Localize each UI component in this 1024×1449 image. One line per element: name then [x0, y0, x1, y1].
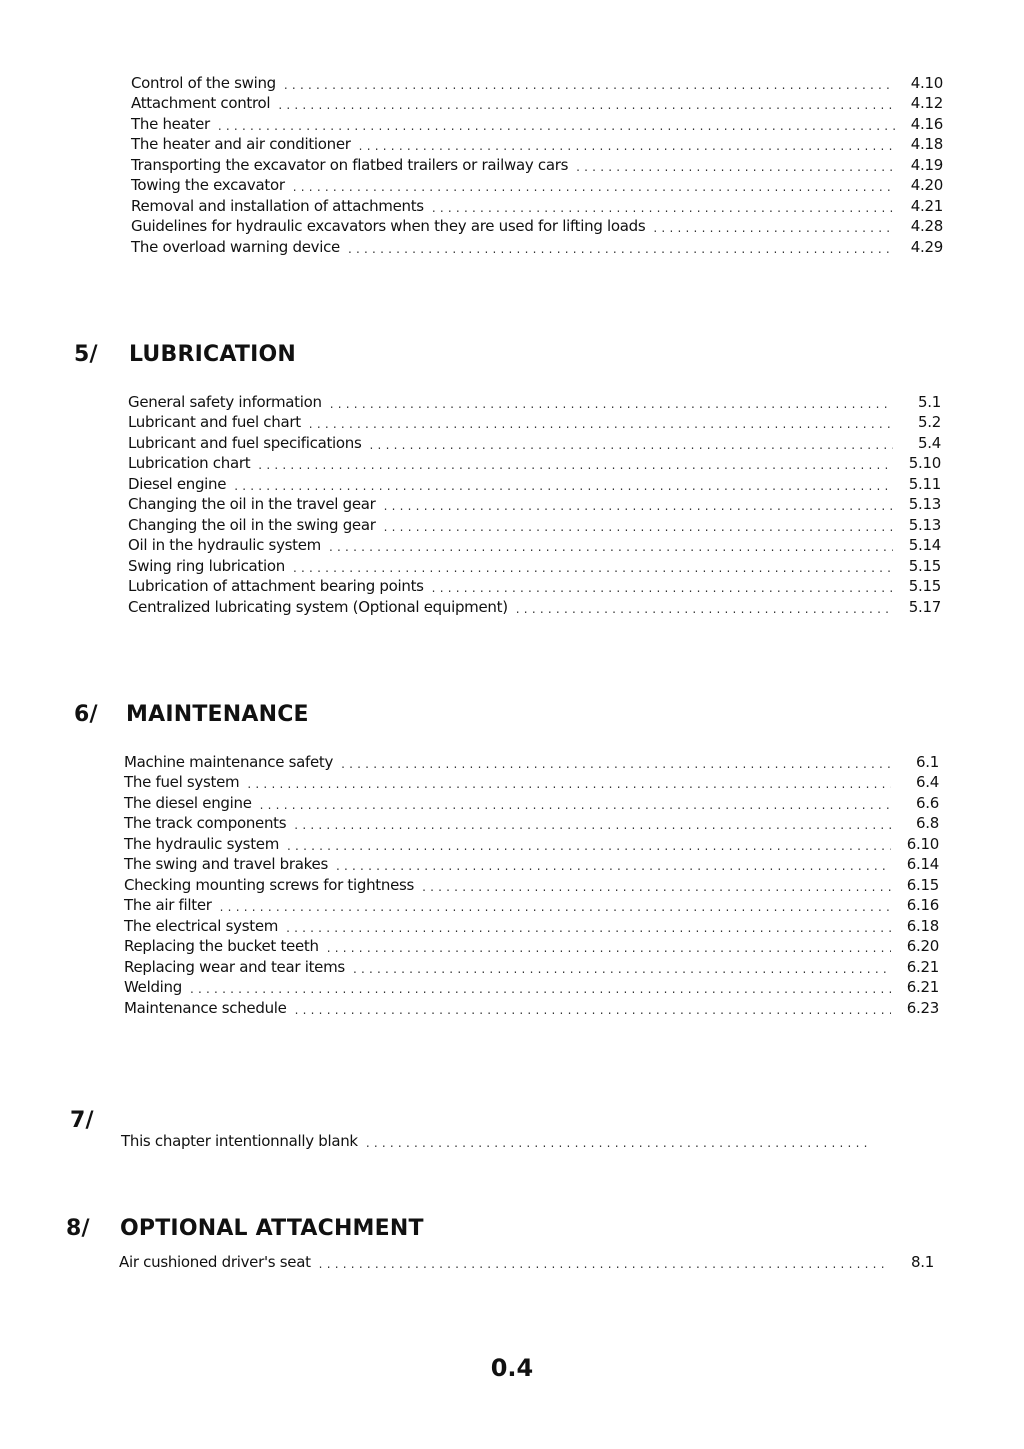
toc-entry — [124, 935, 939, 956]
dot-leader — [370, 434, 893, 452]
dot-leader — [309, 413, 893, 431]
toc-entry-page: 4.19 — [895, 156, 943, 174]
dot-leader — [366, 1132, 871, 1150]
toc-entry-title: The swing and travel brakes — [124, 855, 336, 873]
toc-entry — [128, 534, 941, 555]
toc-entry-page: 5.15 — [893, 577, 941, 595]
toc-entry-page: 6.18 — [891, 917, 939, 935]
toc-entry — [128, 554, 941, 575]
toc-entry-title: Swing ring lubrication — [128, 557, 293, 575]
toc-entry-title: Oil in the hydraulic system — [128, 536, 329, 554]
dot-leader — [190, 978, 891, 996]
toc-entry-title: The heater — [131, 115, 218, 133]
toc-entry — [124, 996, 939, 1017]
toc-entry-title: Towing the excavator — [131, 176, 293, 194]
toc-entry-title: The diesel engine — [124, 794, 260, 812]
toc-entry-title: The fuel system — [124, 773, 247, 791]
toc-entry — [128, 472, 941, 493]
toc-entry-title: Control of the swing — [131, 74, 284, 92]
toc-entry — [124, 750, 939, 771]
toc-entry-title: Lubricant and fuel chart — [128, 413, 309, 431]
dot-leader — [220, 896, 891, 914]
toc-entry-title: General safety information — [128, 393, 330, 411]
dot-leader — [422, 876, 891, 894]
dot-leader — [432, 197, 895, 215]
toc-entry-page: 6.16 — [891, 896, 939, 914]
toc-entry-page: 4.18 — [895, 135, 943, 153]
dot-leader — [218, 115, 895, 133]
dot-leader — [319, 1253, 886, 1271]
toc-entry — [131, 112, 943, 133]
dot-leader — [287, 835, 891, 853]
chapter-title: LUBRICATION — [129, 342, 296, 367]
toc-entry-title: The heater and air conditioner — [131, 135, 359, 153]
toc-entry-page: 6.21 — [891, 978, 939, 996]
footer-page-number: 0.4 — [490, 1354, 534, 1382]
dot-leader — [348, 238, 895, 256]
toc-entry — [131, 215, 943, 236]
dot-leader — [284, 74, 895, 92]
toc-entry-page: 4.29 — [895, 238, 943, 256]
dot-leader — [330, 393, 893, 411]
toc-entry-title: The electrical system — [124, 917, 286, 935]
toc-entry — [128, 431, 941, 452]
toc-entry-page: 4.16 — [895, 115, 943, 133]
dot-leader — [234, 475, 893, 493]
toc-entry — [131, 71, 943, 92]
toc-entry-page: 5.15 — [893, 557, 941, 575]
toc-entry-title: Checking mounting screws for tightness — [124, 876, 422, 894]
toc-entry — [128, 452, 941, 473]
toc-entry — [124, 894, 939, 915]
toc-entry — [128, 411, 941, 432]
toc-entry-title: Replacing wear and tear items — [124, 958, 353, 976]
toc-entry-title: Diesel engine — [128, 475, 234, 493]
toc-entry — [119, 1250, 934, 1271]
toc-entry-page: 6.8 — [891, 814, 939, 832]
toc-entry — [131, 133, 943, 154]
toc-entry-page: 6.23 — [891, 999, 939, 1017]
chapter-number: 8/ — [66, 1216, 90, 1241]
chapter-title: OPTIONAL ATTACHMENT — [120, 1216, 424, 1241]
dot-leader — [384, 516, 893, 534]
toc-entry-title: Guidelines for hydraulic excavators when they are used for lifting loads — [131, 217, 653, 235]
toc-entry-page: 5.1 — [893, 393, 941, 411]
toc-entry — [131, 153, 943, 174]
toc-entry — [131, 92, 943, 113]
toc-entry-page: 4.21 — [895, 197, 943, 215]
toc-entry-page: 6.1 — [891, 753, 939, 771]
toc-entry-title: Lubrication of attachment bearing points — [128, 577, 432, 595]
toc-entry — [121, 1129, 919, 1150]
dot-leader — [336, 855, 891, 873]
toc-entry-title: Lubricant and fuel specifications — [128, 434, 370, 452]
toc-entry — [124, 771, 939, 792]
toc-chapter-7 — [0, 1129, 919, 1150]
dot-leader — [359, 135, 895, 153]
dot-leader — [294, 814, 891, 832]
dot-leader — [384, 495, 893, 513]
dot-leader — [293, 557, 893, 575]
toc-entry — [131, 235, 943, 256]
toc-entry — [131, 194, 943, 215]
toc-entry-title: Transporting the excavator on flatbed trailers or railway cars — [131, 156, 576, 174]
toc-entry-title: Changing the oil in the swing gear — [128, 516, 384, 534]
toc-entry-title: This chapter intentionnally blank — [121, 1132, 366, 1150]
toc-entry — [124, 955, 939, 976]
toc-chapter-4-continued — [0, 71, 943, 256]
toc-entry-title: Machine maintenance safety — [124, 753, 341, 771]
toc-entry-title: Changing the oil in the travel gear — [128, 495, 384, 513]
toc-entry-page: 5.2 — [893, 413, 941, 431]
dot-leader — [278, 94, 895, 112]
toc-entry-page: 4.20 — [895, 176, 943, 194]
toc-entry — [124, 812, 939, 833]
toc-entry-page: 5.10 — [893, 454, 941, 472]
toc-entry-page: 5.11 — [893, 475, 941, 493]
toc-entry-page: 5.17 — [893, 598, 941, 616]
toc-entry-title: Removal and installation of attachments — [131, 197, 432, 215]
toc-entry-page: 6.14 — [891, 855, 939, 873]
toc-entry — [124, 853, 939, 874]
toc-entry-title: Welding — [124, 978, 190, 996]
toc-entry — [124, 791, 939, 812]
dot-leader — [286, 917, 891, 935]
toc-chapter-8 — [0, 1250, 934, 1271]
toc-entry-page: 5.13 — [893, 495, 941, 513]
toc-entry-page: 6.20 — [891, 937, 939, 955]
toc-entry-page: 6.10 — [891, 835, 939, 853]
chapter-title: MAINTENANCE — [126, 702, 309, 727]
toc-entry-page: 5.13 — [893, 516, 941, 534]
dot-leader — [653, 217, 895, 235]
toc-entry — [128, 595, 941, 616]
toc-entry — [128, 493, 941, 514]
dot-leader — [258, 454, 893, 472]
toc-entry-page: 5.4 — [893, 434, 941, 452]
toc-entry-title: The hydraulic system — [124, 835, 287, 853]
chapter-number: 7/ — [70, 1108, 94, 1133]
dot-leader — [327, 937, 891, 955]
toc-entry — [128, 390, 941, 411]
toc-entry — [128, 575, 941, 596]
toc-entry — [124, 832, 939, 853]
toc-entry-page: 6.4 — [891, 773, 939, 791]
toc-entry-title: Centralized lubricating system (Optional equipment) — [128, 598, 516, 616]
dot-leader — [260, 794, 891, 812]
toc-entry-page: 4.10 — [895, 74, 943, 92]
toc-entry-page: 6.21 — [891, 958, 939, 976]
toc-entry — [124, 873, 939, 894]
dot-leader — [516, 598, 893, 616]
dot-leader — [295, 999, 891, 1017]
toc-entry-title: The overload warning device — [131, 238, 348, 256]
toc-entry-title: Replacing the bucket teeth — [124, 937, 327, 955]
toc-entry-title: Maintenance schedule — [124, 999, 295, 1017]
toc-entry — [124, 914, 939, 935]
toc-entry-title: The track components — [124, 814, 294, 832]
dot-leader — [329, 536, 893, 554]
toc-entry — [128, 513, 941, 534]
dot-leader — [293, 176, 895, 194]
toc-entry-page: 6.6 — [891, 794, 939, 812]
dot-leader — [353, 958, 891, 976]
toc-chapter-5 — [0, 390, 941, 616]
toc-chapter-6 — [0, 750, 939, 1017]
toc-entry-title: The air filter — [124, 896, 220, 914]
toc-entry-page: 5.14 — [893, 536, 941, 554]
toc-entry-page: 6.15 — [891, 876, 939, 894]
dot-leader — [576, 156, 895, 174]
chapter-number: 6/ — [74, 702, 98, 727]
toc-entry-page: 4.28 — [895, 217, 943, 235]
toc-entry — [124, 976, 939, 997]
dot-leader — [341, 753, 891, 771]
toc-entry — [131, 174, 943, 195]
toc-entry-title: Air cushioned driver's seat — [119, 1253, 319, 1271]
dot-leader — [247, 773, 891, 791]
toc-entry-page: 4.12 — [895, 94, 943, 112]
toc-entry-page: 8.1 — [886, 1253, 934, 1271]
toc-entry-title: Attachment control — [131, 94, 278, 112]
chapter-number: 5/ — [74, 342, 98, 367]
dot-leader — [432, 577, 893, 595]
toc-entry-title: Lubrication chart — [128, 454, 258, 472]
